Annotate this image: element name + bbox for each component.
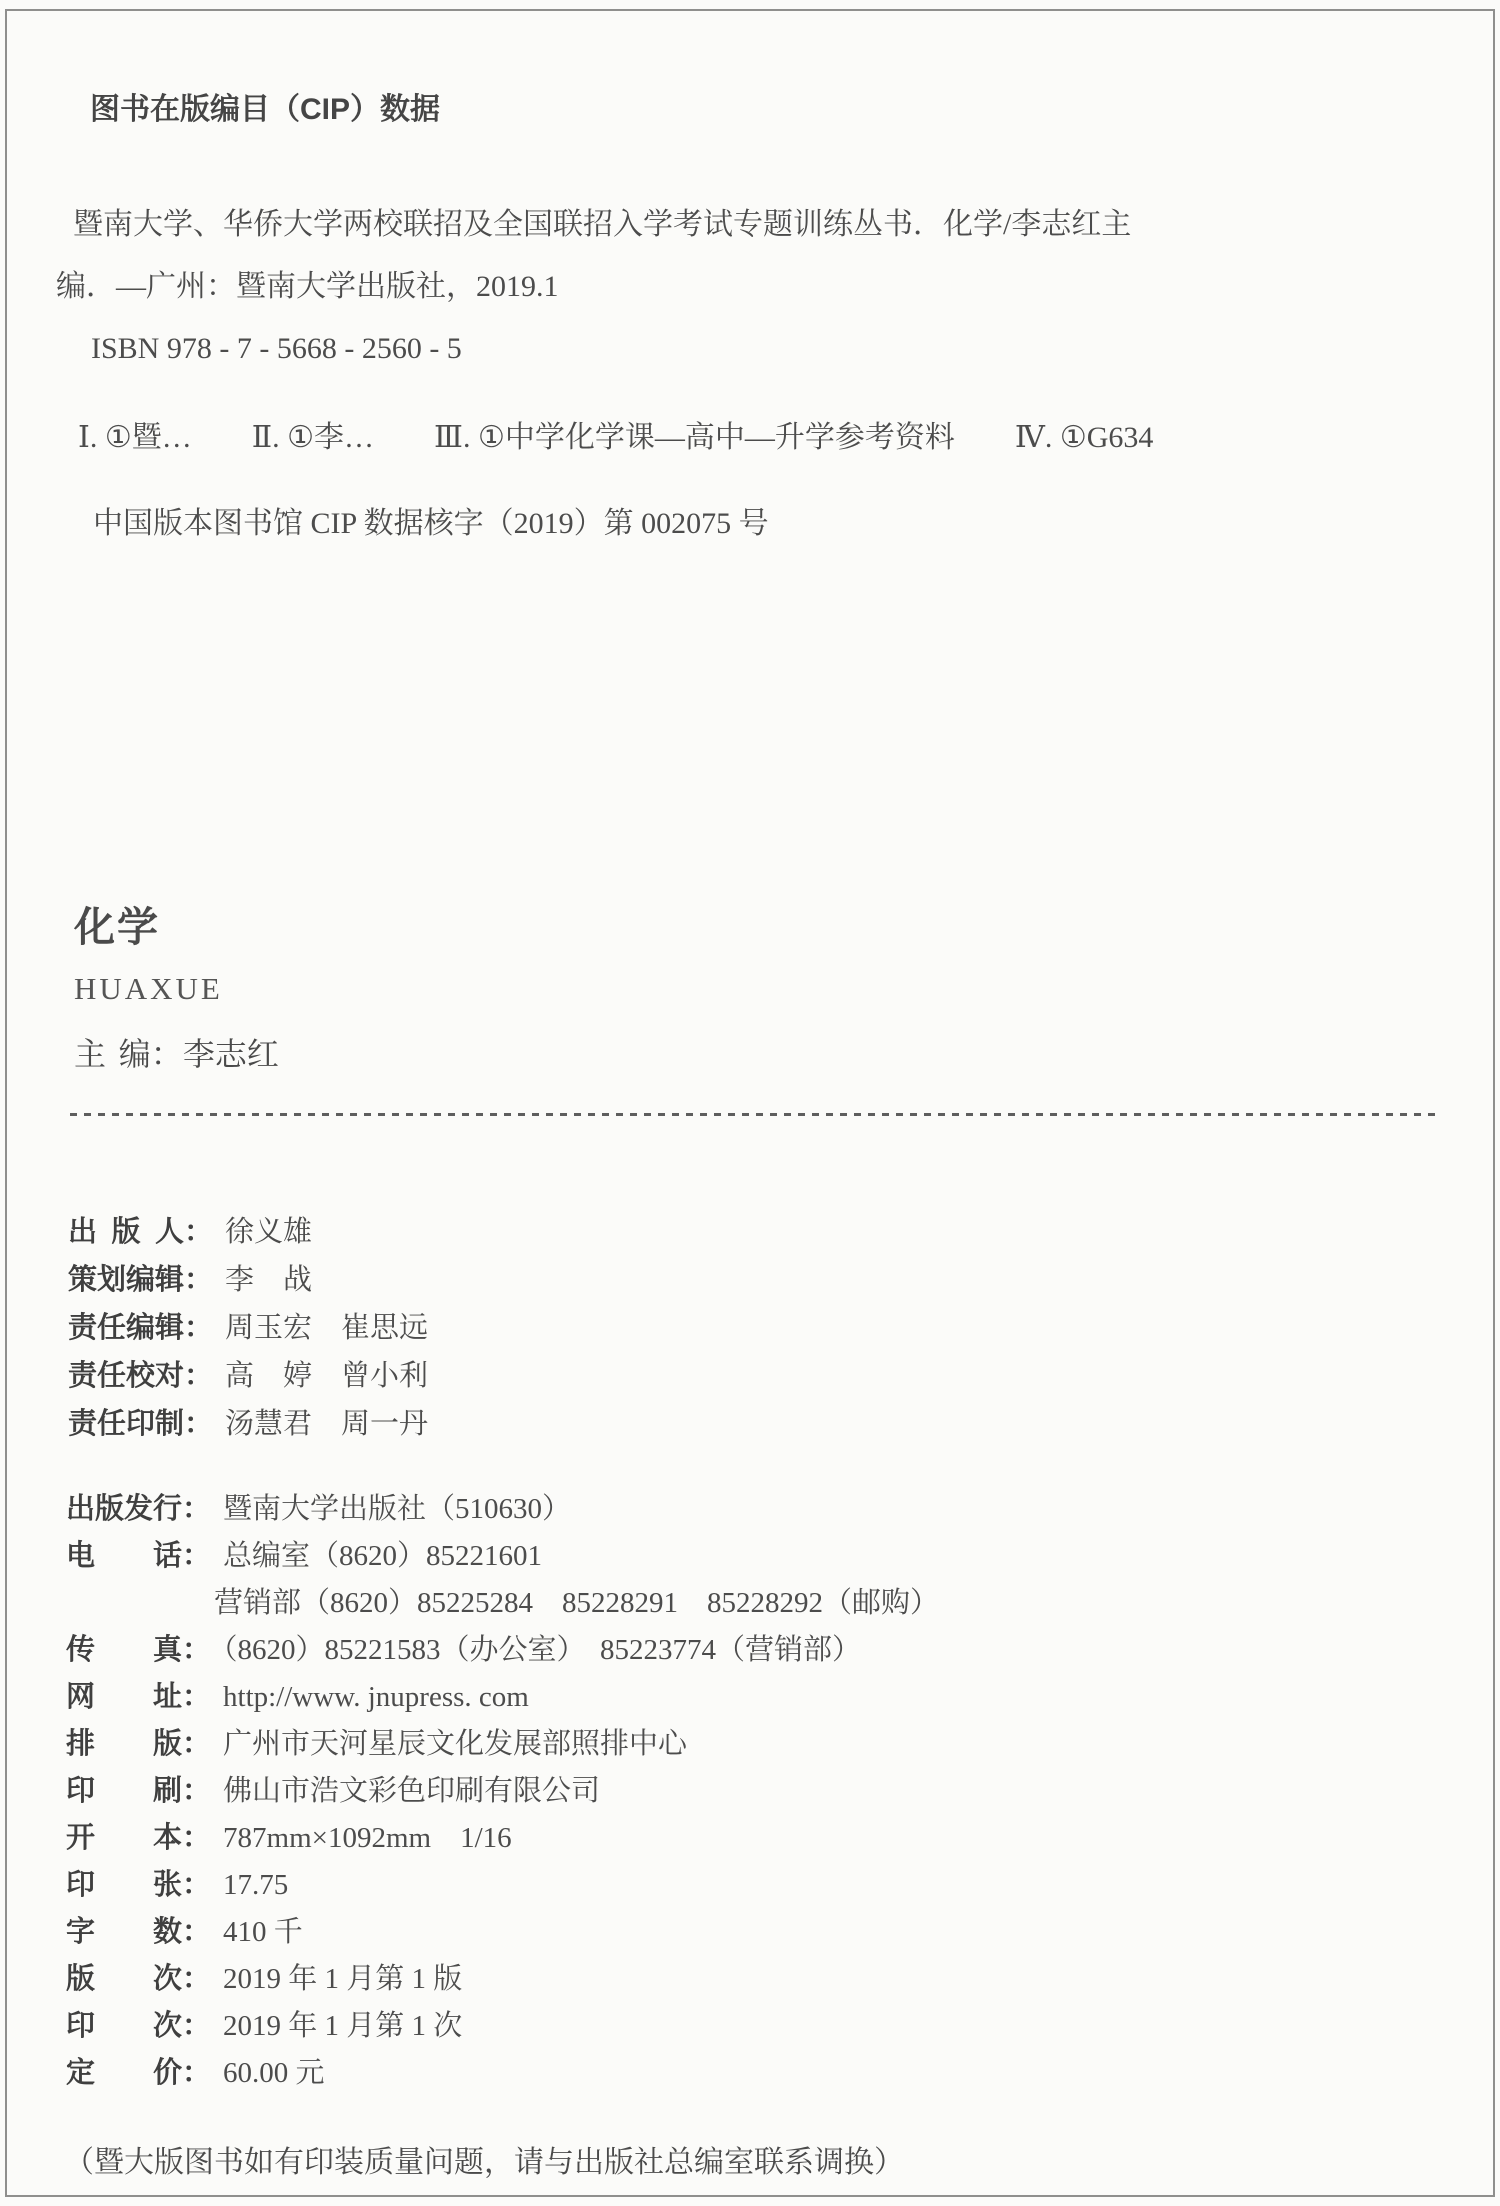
- detail-value: 总编室（8620）85221601: [223, 1540, 543, 1572]
- staff-value: 高 婷 曾小利: [225, 1360, 429, 1392]
- cip-record-number: 中国版本图书馆 CIP 数据核字（2019）第 002075 号: [93, 507, 769, 540]
- detail-label: 出版发行: [66, 1493, 183, 1525]
- detail-value-continued: 营销部（8620）85225284 85228291 85228292（邮购）: [214, 1587, 940, 1619]
- colon: ：: [182, 1728, 212, 1760]
- staff-value: 李 战: [225, 1264, 313, 1296]
- detail-label: 开本: [66, 1822, 182, 1854]
- cip-description: [56, 194, 1444, 380]
- staff-label: 责任印制: [68, 1408, 185, 1440]
- cip-description-line2: 编．—广州：暨南大学出版社，2019.1: [56, 270, 559, 303]
- detail-label: 版次: [66, 1963, 182, 1995]
- detail-value: 暨南大学出版社（510630）: [223, 1493, 572, 1525]
- detail-row: [66, 1627, 1444, 1674]
- colon: ：: [182, 1916, 212, 1948]
- isbn-number: ISBN 978 - 7 - 5668 - 2560 - 5: [91, 332, 462, 365]
- colon: ：: [182, 1822, 212, 1854]
- editor-role-label: 主编: [74, 1036, 151, 1072]
- detail-row-continuation: [66, 1580, 1444, 1627]
- detail-label: 排版: [66, 1728, 182, 1760]
- colon: ：: [184, 1312, 214, 1344]
- detail-row: [66, 1768, 1444, 1815]
- detail-value: http://www. jnupress. com: [223, 1681, 529, 1713]
- detail-label: 印刷: [66, 1775, 182, 1807]
- chief-editor-line: [74, 1029, 1444, 1075]
- staff-value: 周玉宏 崔思远: [225, 1312, 429, 1344]
- staff-row: [68, 1208, 1444, 1256]
- detail-label: 印张: [66, 1869, 182, 1901]
- detail-label: 传真: [66, 1634, 182, 1666]
- colon: ：: [182, 1775, 212, 1807]
- staff-value: 汤慧君 周一丹: [225, 1408, 429, 1440]
- detail-value: 2019 年 1 月第 1 版: [223, 1963, 463, 1995]
- detail-value: 787mm×1092mm 1/16: [223, 1822, 512, 1854]
- detail-row: [66, 1956, 1444, 2003]
- detail-row: [66, 1486, 1444, 1533]
- colon: ：: [184, 1408, 214, 1440]
- detail-label: 电话: [66, 1540, 182, 1572]
- detail-value: 60.00 元: [223, 2057, 325, 2089]
- detail-row: [66, 1815, 1444, 1862]
- colon: ：: [182, 1869, 212, 1901]
- quality-notice: （暨大版图书如有印装质量问题，请与出版社总编室联系调换）: [64, 2146, 904, 2179]
- staff-label: 出版人: [68, 1216, 184, 1248]
- colon: ：: [150, 1036, 183, 1072]
- detail-value: 410 千: [223, 1916, 303, 1948]
- detail-row: [66, 1533, 1444, 1580]
- detail-value: 广州市天河星辰文化发展部照排中心: [223, 1728, 688, 1760]
- detail-label: 网址: [66, 1681, 182, 1713]
- cip-description-line1: 暨南大学、华侨大学两校联招及全国联招入学考试专题训练丛书．化学/李志红主: [73, 208, 1132, 241]
- colon: ：: [184, 1360, 214, 1392]
- detail-label: 字数: [66, 1916, 182, 1948]
- staff-label: 责任校对: [68, 1360, 185, 1392]
- staff-row: [68, 1304, 1444, 1352]
- detail-label: 定价: [66, 2057, 182, 2089]
- detail-value: 2019 年 1 月第 1 次: [223, 2010, 463, 2042]
- staff-block: [68, 1208, 1444, 1448]
- colon: ：: [182, 1681, 212, 1713]
- colon: ：: [182, 2010, 212, 2042]
- detail-row: [66, 1721, 1444, 1768]
- detail-value: （8620）85221583（办公室） 85223774（营销部）: [223, 1634, 862, 1666]
- colon: ：: [182, 2057, 212, 2089]
- staff-row: [68, 1256, 1444, 1304]
- colon: ：: [184, 1264, 214, 1296]
- book-title-pinyin: HUAXUE: [74, 971, 223, 1006]
- detail-value: 17.75: [223, 1869, 289, 1901]
- staff-value: 徐义雄: [225, 1216, 313, 1248]
- staff-row: [68, 1400, 1444, 1448]
- detail-row: [66, 1909, 1444, 1956]
- cip-header: 图书在版编目（CIP）数据: [90, 93, 441, 126]
- staff-row: [68, 1352, 1444, 1400]
- publication-details-block: [66, 1486, 1444, 2097]
- cip-classification: Ⅰ. ①暨… Ⅱ. ①李… Ⅲ. ①中学化学课—高中—升学参考资料 Ⅳ. ①G634: [78, 421, 1154, 454]
- detail-row: [66, 2003, 1444, 2050]
- title-block: [74, 894, 1444, 1075]
- staff-label: 策划编辑: [68, 1264, 185, 1296]
- colon: ：: [182, 1963, 212, 1995]
- book-title: 化学: [74, 904, 160, 950]
- colon: ：: [184, 1216, 214, 1248]
- colon: ：: [182, 1493, 212, 1525]
- detail-row: [66, 1862, 1444, 1909]
- staff-label: 责任编辑: [68, 1312, 185, 1344]
- colon: ：: [182, 1540, 212, 1572]
- editor-name: 李志红: [182, 1036, 279, 1072]
- detail-row: [66, 1674, 1444, 1721]
- page-content: [56, 0, 1444, 2181]
- dotted-divider: [70, 1113, 1442, 1116]
- colon: ：: [182, 1634, 212, 1666]
- detail-row: [66, 2050, 1444, 2097]
- detail-label: 印次: [66, 2010, 182, 2042]
- detail-value: 佛山市浩文彩色印刷有限公司: [223, 1775, 601, 1807]
